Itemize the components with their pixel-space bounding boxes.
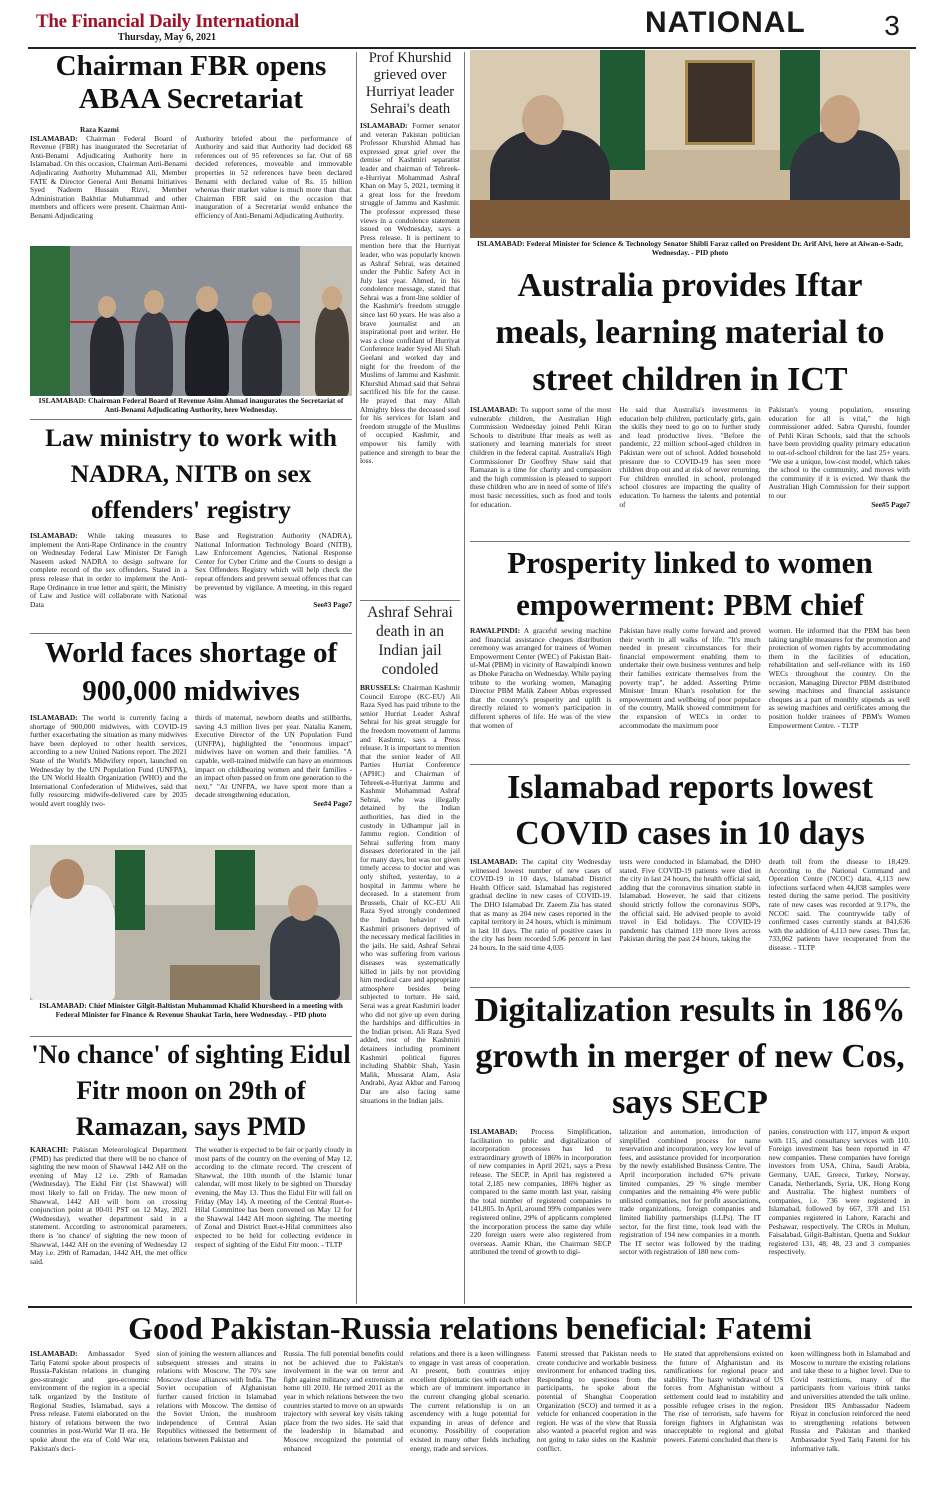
covid-col2: tests were conducted in Islamabad, the DHO stated. Five COVID-19 patients were died in the city in last 24 hours, the health official said, adding that the coronavirus situation stable in Islamabad. However, he said that citizens should strictly follow the coronavirus SOPs, the official said. He advised people to avoid travel in Eid holidays. The COVID-19 pandemic has claimed 119 more lives across Pakistan during the past 24 hours, taking the bbox=[619, 858, 761, 944]
sehrai-text: Chairman Kashmir Council Europe (KC-EU) Ali Raza Syed has paid tribute to the senior Hurriat Leader Ashraf Sehrai for his great struggle for the freedom movement of Jammu and Kashmir, says a Press release. It is important to mention that the senior leader of All Parties Hurriat Conference (APHC) and Chairman of Tehreek-e-Hurriyat Jammu and Kashmir Mohammad Ashraf Sehrai, who was illegally detained by the Indian authorities, has died in the custody in Udhampur jail in Jammu region. Condition of Sehrai suffering from many diseases deteriorated in the jail for many days, but was not given timely access to doctor and was only shifted, yesterday, to a hospital in Jammu where he deceased. In a statement from Brussels, Chair of KC-EU Ali Raza Syed strongly condemned the Indian behavior with Kashmiri prisoners deprived of the necessary medical facilities in the jails. He said, Ashraf Sehrai who was suffering from various diseases was systematically killed in jails by not providing him medical care and appropriate atmosphere besides being subjected to torture. He said, Serai was a great Kashmiri leader who did not give up even during the hardships and difficulties in the Indian prison. Ali Raza Syed added, rest of the Kashmiri detainees including prominent Kashmiri political figures including Shabbir Shah, Yasin Malik, Mussarat Alam, Asia Andrabi, Ayaz Akbar and Farooq Dar are also facing same situations in the Indian jails. bbox=[360, 684, 460, 1105]
secp-col1: Process Simplification, facilitation to public and digitalization of incorporation processes has led to extraordinary growth of 186% in incorporation of new companies in April 2021, says a Press release. The SECP, in April has registered a total 2,185 new companies, 186% higher as compared to the same month last year, raising the total number of registered companies to 141,805. In April, around 99% companies were registered online, 29% of applicants completed the incorporation process the same day while 220 foreign users were also registered from overseas. Aamir Khan, the Chairman SECP attributed the trend of growth to digi- bbox=[470, 1128, 612, 1257]
midwives-article bbox=[30, 714, 352, 842]
australia-continued: See#5 Page7 bbox=[871, 499, 910, 509]
column-divider bbox=[356, 52, 357, 1304]
russia-col1: Ambassador Syed Tariq Fatemi spoke about prospects of Russia-Pakistan relations in changing geo-strategic and geo-economic environment of the region in a special talk organized by the Institute of Regional Studies, Islamabad, says a Press release. Fatemi elaborated on the history of relations between the two countries in post-World War II era. He spoke about the era of Cold War era, Pakistan's deci- bbox=[30, 1350, 150, 1453]
dateline: BRUSSELS: bbox=[360, 684, 401, 692]
fbr-photo bbox=[30, 246, 352, 396]
masthead-rule bbox=[28, 47, 916, 49]
covid-article bbox=[470, 858, 910, 986]
australia-col3: Pakistan's young population, ensuring education for all is vital," the high commissioner added. Sabra Qureshi, founder of Pehli Kiran Schools, said that the schools have been providing quality primary education to out-of-school children for the last 25+ years. "We use a unique, low-cost model, which takes the school to the community, and moves with the community if it is evicted. We thank the Australian High Commission for their support to our bbox=[768, 406, 910, 500]
dateline: KARACHI: bbox=[30, 1146, 69, 1154]
law-article bbox=[30, 532, 352, 632]
issue-date: Thursday, May 6, 2021 bbox=[117, 32, 216, 43]
dateline: ISLAMABAD: bbox=[30, 133, 78, 143]
newspaper-name: The Financial Daily International bbox=[36, 12, 299, 32]
meeting-photo bbox=[30, 845, 352, 1000]
fbr-photo-caption: ISLAMABAD: Chairman Federal Board of Revenue Asim Ahmad inaugurates the Secretariat of Anti-Benami Adjudicating Authority, here Wednesday. bbox=[38, 397, 344, 414]
russia-col2: sion of joining the western alliances and subsequent stresses and strains in relations with Moscow. The 70's saw Moscow close alliances with India. The Soviet occupation of Afghanistan further caused friction in Islamabad relations with Moscow. The demise of the Soviet Union, the mushroom independence of Central Asian Republics witnessed the betterment of relations between Pakistan and bbox=[156, 1350, 277, 1444]
midwives-headline: World faces shortage of 900,000 midwives bbox=[44, 637, 338, 707]
masthead bbox=[36, 12, 336, 46]
president-photo bbox=[470, 50, 910, 238]
divider bbox=[360, 600, 460, 601]
sehrai-article bbox=[360, 684, 460, 1304]
eid-article bbox=[30, 1146, 352, 1304]
column-divider bbox=[464, 52, 465, 1304]
dateline: ISLAMABAD: bbox=[30, 714, 78, 722]
law-col2: Base and Registration Authority (NADRA), National Information Technology Board (NITB), Law Enforcement Agencies, National Response Center for Cyber Crime and the Courts to design a Sex Offenders Registry which will help check the repeat offenders and prevent sexual offences that can be prevented by vigilance. A meeting, in this regard was bbox=[195, 532, 352, 601]
australia-col1: To support some of the most vulnerable children, the Australian High Commission Wednesday joined Pehli Kiran Schools to distribute Iftar meals as well as stationery and learning materials for street children in the federal capital. Australia's High Commissioner Dr Geoffrey Shaw said that Ramazan is a time for charity and compassion and the high commission is pleased to support these children who are in need of some of life's most basic necessities, such as food and tools for education. bbox=[470, 406, 612, 509]
khurshid-article bbox=[360, 122, 460, 598]
fbr-col1: Chairman Federal Board of Revenue (FBR) has inaugurated the Secretariat of Anti-Benami Adjudicating Authority here in Islamabad. On this occasion, Chairman Anti-Benami Adjudicating Authority Muhammad Ali, Member FATE & Director General Anti Benami Initiatives Syed Nadeem Hussain Rizvi, Member Administration Bakhtiar Muhammad and other members and officers were present. Chairman Anti-Benami Adjudicating bbox=[30, 133, 187, 220]
eid-col1: Pakistan Meteorological Department (PMD) has predicted that there will be no chance of sighting the new moon of Shawwal 1442 AH on the evening of May 12 i.e. 29th of Ramadan (Wednesday). The Eidul Fitr (1st Shawwal) will most likely to fall on Friday. The new moon of Shawwal, 1442 AH will born on crossing conjunction point at 00-01 PST on 12 May, 2021 (Wednesday), weather department said in a statement. According to astronomical parameters, there is 'no chance' of sighting the new moon of Shawwal, 1442 AH on the evening of Wednesday 12 May i.e. 29th of Ramadan, 1442 AH, the met office said. bbox=[30, 1146, 187, 1266]
russia-col4: relations and there is a keen willingness to engage in vast areas of cooperation. At present, both countries enjoy excellent diplomatic ties with each other which are of imminent importance in the current changing global scenario. The current relationship is on an ascendency with a huge potential for expanding in areas of defence and economy. Possibility of cooperation existed in many other fields including energy, trade and services. bbox=[410, 1350, 530, 1453]
fbr-byline: Raza Kazmi bbox=[80, 126, 119, 134]
pbm-col1: A graceful sewing machine and financial assistance cheques distribution ceremony was arranged for trainees of Women Empowerment Center (WEC) of Pakistan Bait-ul-Mal (PBM) in vicinity of Rawalpindi known as Dhoke Paracha on Wednesday. While paying tribute to the working women, Managing Director PBM Malik Zaheer Abbas expressed that the country's prosperity and uplift is directly related to women's participation in different spheres of life. He was of the view that women of bbox=[470, 627, 612, 730]
dateline: ISLAMABAD: bbox=[470, 1128, 518, 1136]
australia-article bbox=[470, 406, 910, 540]
fbr-col2: Authority briefed about the performance of Authority and said that Authority had decided 68 references out of 95 references so far. Out of 68 decided references, moveable and immovable properties in 52 references have been declared Benami with declared value of Rs. 15 billion whereas their market value is much more than that. Chairman FBR said on the occasion that inauguration of a Secretariat would enhance the efficiency of Anti-Benami Adjudicating Authority. bbox=[195, 133, 352, 220]
midwives-continued: See#4 Page7 bbox=[313, 798, 352, 808]
law-headline: Law ministry to work with NADRA, NITB on sex offenders' registry bbox=[45, 423, 337, 524]
russia-headline: Good Pakistan-Russia relations beneficial: Fatemi bbox=[128, 1310, 812, 1346]
russia-col3: Russia. The full potential benefits could not be achieved due to Pakistan's involvement in the war on terror and fight against militancy and extremism at home till 2010. He termed 2011 as the year in which relations between the two countries started to move on an upwards trajectory with several key visits taking place from the two sides. He said that the leadership in Islamabad and Moscow recognized the potential of enhanced bbox=[283, 1350, 404, 1453]
australia-headline: Australia provides Iftar meals, learning material to street children in ICT bbox=[495, 267, 885, 398]
australia-col2: He said that Australia's investments in education help children, particularly girls, gain the skills they need to go on to further study and lead productive lives. "Before the pandemic, 22 million school-aged children in Pakistan were out of school. Added household pressure due to COVID-19 has seen more children drop out and at risk of never returning. For children enrolled in school, prolonged school closures are impacting the quality of education. To harness the talents and potential of bbox=[619, 406, 761, 509]
khurshid-text: Former senator and veteran Pakistan politician Professor Khurshid Ahmad has expressed great grief over the demise of Kashmiri separatist leader and chairman of Tehreek-e-Hurriyat Mohammad Ashraf Khan on May 5, 2021, terming it a great loss for the freedom struggle of Jammu and Kashmir. The professor expressed these views in a condolence statement issued on Wednesday, says a Press release. It is pertinent to mention here that the Hurriyat leader, who was popularly known as Ashraf Sehrai, was detained under the Public Safety Act in July last year. Ahmed, in his condolence message, stated that Sehrai was a front-line soldier of the Kashmir's freedom struggle since last 60 years. He was also a brave journalist and an inspirational poet and writer. He was a close confidant of Hurriyat Conference leader Syed Ali Shah Geelani and worked day and night for the freedom of the Muslims of Jammu and Kashmir. Khurshid Ahmad said that Sehrai sacrificed his life for the cause. He prayed that may Allah Almighty bless the deceased soul for his services for Islam and freedom struggle of the Muslims of occupied Kashmir, and empower his family with patience and strength to bear the loss. bbox=[360, 122, 460, 466]
law-col1: While taking measures to implement the Anti-Rape Ordinance in the country on Wednesday Federal Law Minister Dr Farogh Naseem asked NADRA to design software for complete record of the sex offenders. Stated in a press release that in order to implement the Anti-Rape Ordinance in true letter and spirit, the Ministry of Law and Justice will collaborate with National Data bbox=[30, 532, 187, 609]
russia-article bbox=[30, 1350, 910, 1490]
russia-col7: keen willingness both in Islamabad and Moscow to nurture the existing relations and take these to a higher level. Due to Covid restrictions, many of the participants from various think tanks and universities attended the talk online. President IRS Ambassador Nadeem Riyaz in conclusion reinforced the need to strengthening relations between Russia and Pakistan and thanked Ambassador Syed Tariq Fatemi for his informative talk. bbox=[790, 1350, 910, 1453]
dateline: ISLAMABAD: bbox=[470, 858, 518, 866]
khurshid-headline: Prof Khurshid grieved over Hurriyat leader Sehrai's death bbox=[365, 50, 455, 117]
pbm-col3: women. He informed that the PBM has been taking tangible measures for the promotion and protection of women rights by accommodating them in the facilities of education, rehabilitation and self-reliance with its 160 WECs throughout the country. On the occasion, Managing Director PBM distributed sewing machines and financial assistance cheques as a part of monthly stipends as well as sewing machines and certificates among the position holder trainees of PBM's Women Empowerment Centre. - TLTP bbox=[768, 627, 910, 730]
russia-col6: He stated that apprehensions existed on the future of Afghanistan and its ramifications for regional peace and stability. The hasty withdrawal of US forces from Afghanistan without a settlement could lead to instability and possible refugee crises in the region. The rise of terrorism, safe havens for foreign fighters in Afghanistan was unacceptable to regional and global powers. Fatemi concluded that there is bbox=[663, 1350, 784, 1444]
pbm-headline: Prosperity linked to women empowerment: PBM chief bbox=[507, 545, 873, 622]
secp-article bbox=[470, 1128, 910, 1304]
dateline: ISLAMABAD: bbox=[360, 122, 408, 130]
page-number: 3 bbox=[884, 10, 900, 41]
law-continued: See#3 Page7 bbox=[313, 599, 352, 609]
secp-headline: Digitalization results in 186% growth in merger of new Cos, says SECP bbox=[474, 992, 906, 1121]
dateline: RAWALPINDI: bbox=[470, 627, 521, 635]
eid-headline: 'No chance' of sighting Eidul Fitr moon on 29th of Ramazan, says PMD bbox=[31, 1040, 351, 1141]
fbr-article bbox=[30, 126, 352, 244]
dateline: ISLAMABAD: bbox=[470, 406, 518, 414]
midwives-col2: thirds of maternal, newborn deaths and stillbirths, saving 4.3 million lives per year. Natalia Kanem, Executive Director of the UN Population Fund (UNFPA), highlighted the "enormous impact" midwives have on women and their families. "A capable, well-trained midwife can have an enormous impact on childbearing women and their families - an impact often passed on from one generation to the next." "At UNFPA, we have spent more than a decade strengthening education, bbox=[195, 714, 352, 800]
russia-col5: Fatemi stressed that Pakistan needs to create conducive and workable business environment for enhanced trading ties. Responding to questions from the participants, he spoke about the potential of Shanghai Cooperation Organization (SCO) and termed it as a vehicle for enhanced cooperation in the region. He was of the view that Russia also wanted a peaceful region and was not going to take sides on the Kashmir conflict. bbox=[536, 1350, 657, 1453]
president-photo-caption: ISLAMABAD: Federal Minister for Science & Technology Senator Shibli Faraz called on President Dr. Arif Alvi, here at Aiwan-e-Sadr, Wednesday. - PID photo bbox=[477, 240, 903, 257]
fbr-headline: Chairman FBR opens ABAA Secretariat bbox=[55, 50, 327, 116]
secp-col2: talization and automation, introduction of simplified combined process for name reservation and incorporation, very low level of fees, and assistance provided for incorporation by the newly established Business Centre. The April incorporation included 67% private limited companies, 29 % single member companies and the remaining 4% were public unlisted companies, not for profit associations, trade organizations, foreign companies and limited liability partnerships (LLPs). The IT sector, for the first time, took lead with the registration of 194 new companies in a month. The IT sector was followed by the trading sector with registration of 180 new com- bbox=[619, 1128, 761, 1257]
midwives-col1: The world is currently facing a shortage of 900,000 midwives, with COVID-19 further exacerbating the situation as many midwives have been deployed to other health services, according to a new United Nations report. The 2021 State of the World's Midwifery report, launched on Wednesday by the UN Population Fund (UNFPA), the UN World Health Organization (WHO) and the International Confederation of Midwives, said that fully resourcing midwife-delivered care by 2035 would avert roughly two- bbox=[30, 714, 187, 808]
pbm-col2: Pakistan have really come forward and proved their worth in all walks of life. "It's much needed in present circumstances for their financial empowerment enabling them to undertake their own business ventures and help their families extricate themselves from the poverty trap", he added. Asserting Prime Minister Imran Khan's resolution for the empowerment and wellbeing of poor populace of the country, Malik showed commitment for the expansion of WECs in order to accommodate the maximum poor bbox=[619, 627, 761, 730]
dateline: ISLAMABAD: bbox=[30, 532, 78, 540]
covid-col1: The capital city Wednesday witnessed lowest number of new cases of COVID-19 in 10 days, Islamabad District Health Officer said. Islamabad has registered gradual decline in new cases of COVID-19. The DHO Islamabad Dr. Zaeem Zia has stated that as many as 204 new cases reported in the capital territory in 24 hours, which is minimum in last 10 days. The ratio of positive cases in the city has been recorded 5.06 percent in last 24 hours. In the said time 4,035 bbox=[470, 858, 612, 952]
meeting-photo-caption: ISLAMABAD: Chief Minister Gilgit-Baltistan Muhammad Khalid Khursheed in a meeting with Federal Minister for Finance & Revenue Shaukat Tarin, here Wednesday. - PID photo bbox=[39, 1002, 343, 1019]
pbm-article bbox=[470, 627, 910, 762]
section-title: NATIONAL bbox=[645, 6, 806, 39]
sehrai-headline: Ashraf Sehrai death in an Indian jail condoled bbox=[367, 604, 453, 678]
dateline: ISLAMABAD: bbox=[30, 1350, 78, 1358]
eid-col2: The weather is expected to be fair or partly cloudy in most parts of the country on the evening of May 12, according to the climate record. The crescent of Shawwal, the 10th month of the Islamic lunar calendar, will most likely to be sighted on Thursday evening, the May 13. Thus the Eidul Fitr will fall on Friday (May 14). A meeting of the Central Ruet-e-Hilal Committee has been convened on May 12 for the Shawwal 1442 AH moon sighting. The meeting of Zonal and District Ruet-e-Hilal committees also expected to be held for collecting evidence in respect of sighting of the Eidul Fitr moon. - TLTP bbox=[195, 1146, 352, 1249]
secp-col3: panies, construction with 117, import & export with 115, and consultancy services with 110. Foreign investment has been reported in 47 new companies. These companies have foreign investors from USA, China, Saudi Arabia, Germany, UAE, Greece, Turkey, Norway, Canada, Netherlands, Syria, UK, Hong Kong and Australia. The highest numbers of companies, i.e. 736 were registered in Islamabad, followed by 667, 378 and 151 companies registered in Lahore, Karachi and Peshawar, respectively. The CROs in Multan, Faisalabad, Gilgit-Baltistan, Quetta and Sukkur registered 131, 48, 48, 23 and 3 companies respectively. bbox=[768, 1128, 910, 1257]
covid-col3: death toll from the disease to 18,429. According to the National Command and Operation Centre (NCOC) data, 4,113 new infections surfaced when 44,838 samples were tested during the same period. The positivity rate of new cases was recorded at 9.17%, the NCOC said. The countrywide tally of confirmed cases currently stands at 841,636 with the addition of 4,113 new cases. Thus far, 733,062 patients have recuperated from the disease. - TLTP bbox=[768, 858, 910, 952]
covid-headline: Islamabad reports lowest COVID cases in 10 days bbox=[507, 769, 873, 852]
